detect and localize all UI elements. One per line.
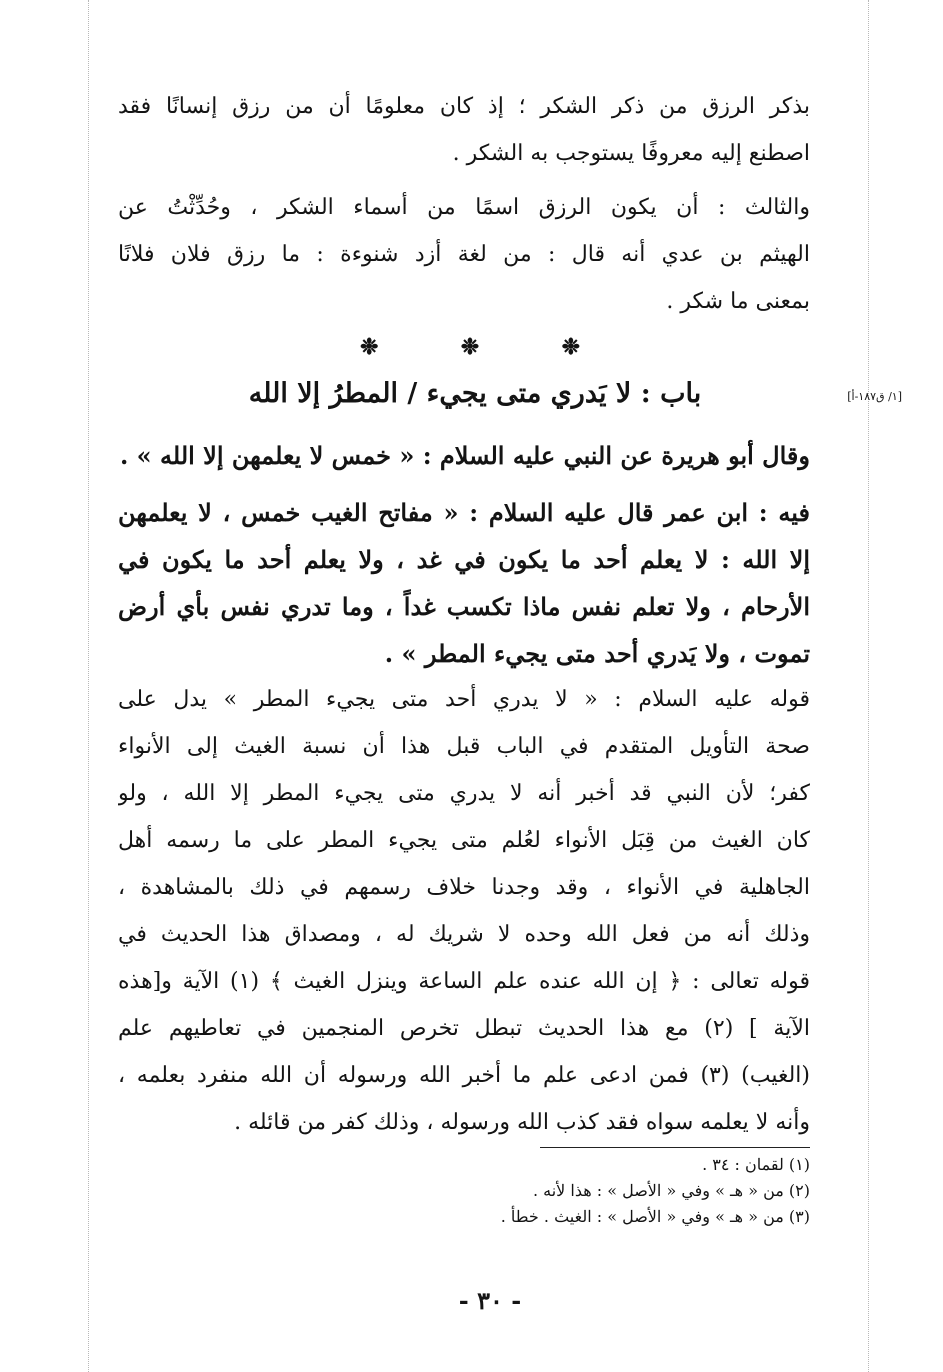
text-line: (الغيب) (٣) فمن ادعى علم ما أخبر الله ورسوله أن الله منفرد بعلمه ، xyxy=(118,1063,810,1088)
text-line: والثالث : أن يكون الرزق اسمًا من أسماء الشكر ، وحُدِّثْتُ عن xyxy=(118,195,810,220)
page-number: - ٣٠ - xyxy=(458,1286,522,1315)
text-line: بذكر الرزق من ذكر الشكر ؛ إذ كان معلومًا أن من رزق إنسانًا فقد xyxy=(118,94,810,119)
text-line: كفر؛ لأن النبي قد أخبر أنه لا يدري متى يجيء المطر إلا الله ، ولو xyxy=(118,781,810,806)
text-line: وقال أبو هريرة عن النبي عليه السلام : « خمس لا يعلمهن إلا الله » . xyxy=(119,441,810,470)
text-line: اصطنع إليه معروفًا يستوجب به الشكر . xyxy=(452,141,810,166)
footnote-divider xyxy=(540,1147,810,1148)
section-separator xyxy=(360,334,580,360)
paragraph-1 xyxy=(118,83,810,177)
right-dotted-edge xyxy=(868,0,869,1372)
asterism-icon: ❉ xyxy=(561,334,580,360)
text-line: كان الغيث من قِبَل الأنواء لعُلم متى يجيء المطر على ما رسمه أهل xyxy=(118,828,810,853)
asterism-icon: ❉ xyxy=(360,334,379,360)
hadith-1 xyxy=(118,432,810,479)
text-line: قوله تعالى : ﴿ إن الله عنده علم الساعة وينزل الغيث ﴾ (١) الآية و[هذه xyxy=(118,969,810,994)
chapter-heading: باب : لا يَدري متى يجيء / المطرُ إلا الله xyxy=(248,378,702,409)
text-line: وذلك أنه من فعل الله وحده لا شريك له ، ومصداق هذا الحديث في xyxy=(118,922,810,947)
footnote: (٣) من « هـ » وفي « الأصل » : الغيث . خطأ . xyxy=(500,1207,810,1226)
text-line: فيه : ابن عمر قال عليه السلام : « مفاتح الغيب خمس ، لا يعلمهن xyxy=(118,498,810,527)
footnote: (٢) من « هـ » وفي « الأصل » : هذا لأنه . xyxy=(532,1181,810,1200)
hadith-2 xyxy=(118,489,810,677)
manuscript-reference: [١/ ق١٨٧-أ] xyxy=(847,390,902,403)
text-line: قوله عليه السلام : « لا يدري أحد متى يجيء المطر » يدل على xyxy=(118,687,810,712)
paragraph-2 xyxy=(118,184,810,325)
text-line: وأنه لا يعلمه سواه فقد كذب الله ورسوله ، وذلك كفر من قائله . xyxy=(234,1110,810,1135)
commentary xyxy=(118,676,810,1146)
text-line: الهيثم بن عدي أنه قال : من لغة أزد شنوءة : ما رزق فلان فلانًا xyxy=(118,242,810,267)
text-line: صحة التأويل المتقدم في الباب قبل هذا أن نسبة الغيث إلى الأنواء xyxy=(118,734,810,759)
text-line: تموت ، ولا يَدري أحد متى يجيء المطر » . xyxy=(384,639,810,668)
footnotes xyxy=(400,1152,810,1230)
asterism-icon: ❉ xyxy=(460,334,480,360)
left-dotted-edge xyxy=(88,0,89,1372)
text-line: الآية ] (٢) مع هذا الحديث تبطل تخرص المنجمين في تعاطيهم علم xyxy=(118,1016,810,1041)
text-line: بمعنى ما شكر . xyxy=(666,289,810,314)
text-line: إلا الله : لا يعلم أحد ما يكون في غد ، ولا يعلم أحد ما يكون في xyxy=(118,545,810,574)
text-line: الجاهلية في الأنواء ، وقد وجدنا خلاف رسمهم في ذلك بالمشاهدة ، xyxy=(118,875,810,900)
text-line: الأرحام ، ولا تعلم نفس ماذا تكسب غداً ، وما تدري نفس بأي أرض xyxy=(118,592,810,621)
footnote: (١) لقمان : ٣٤ . xyxy=(702,1155,810,1174)
